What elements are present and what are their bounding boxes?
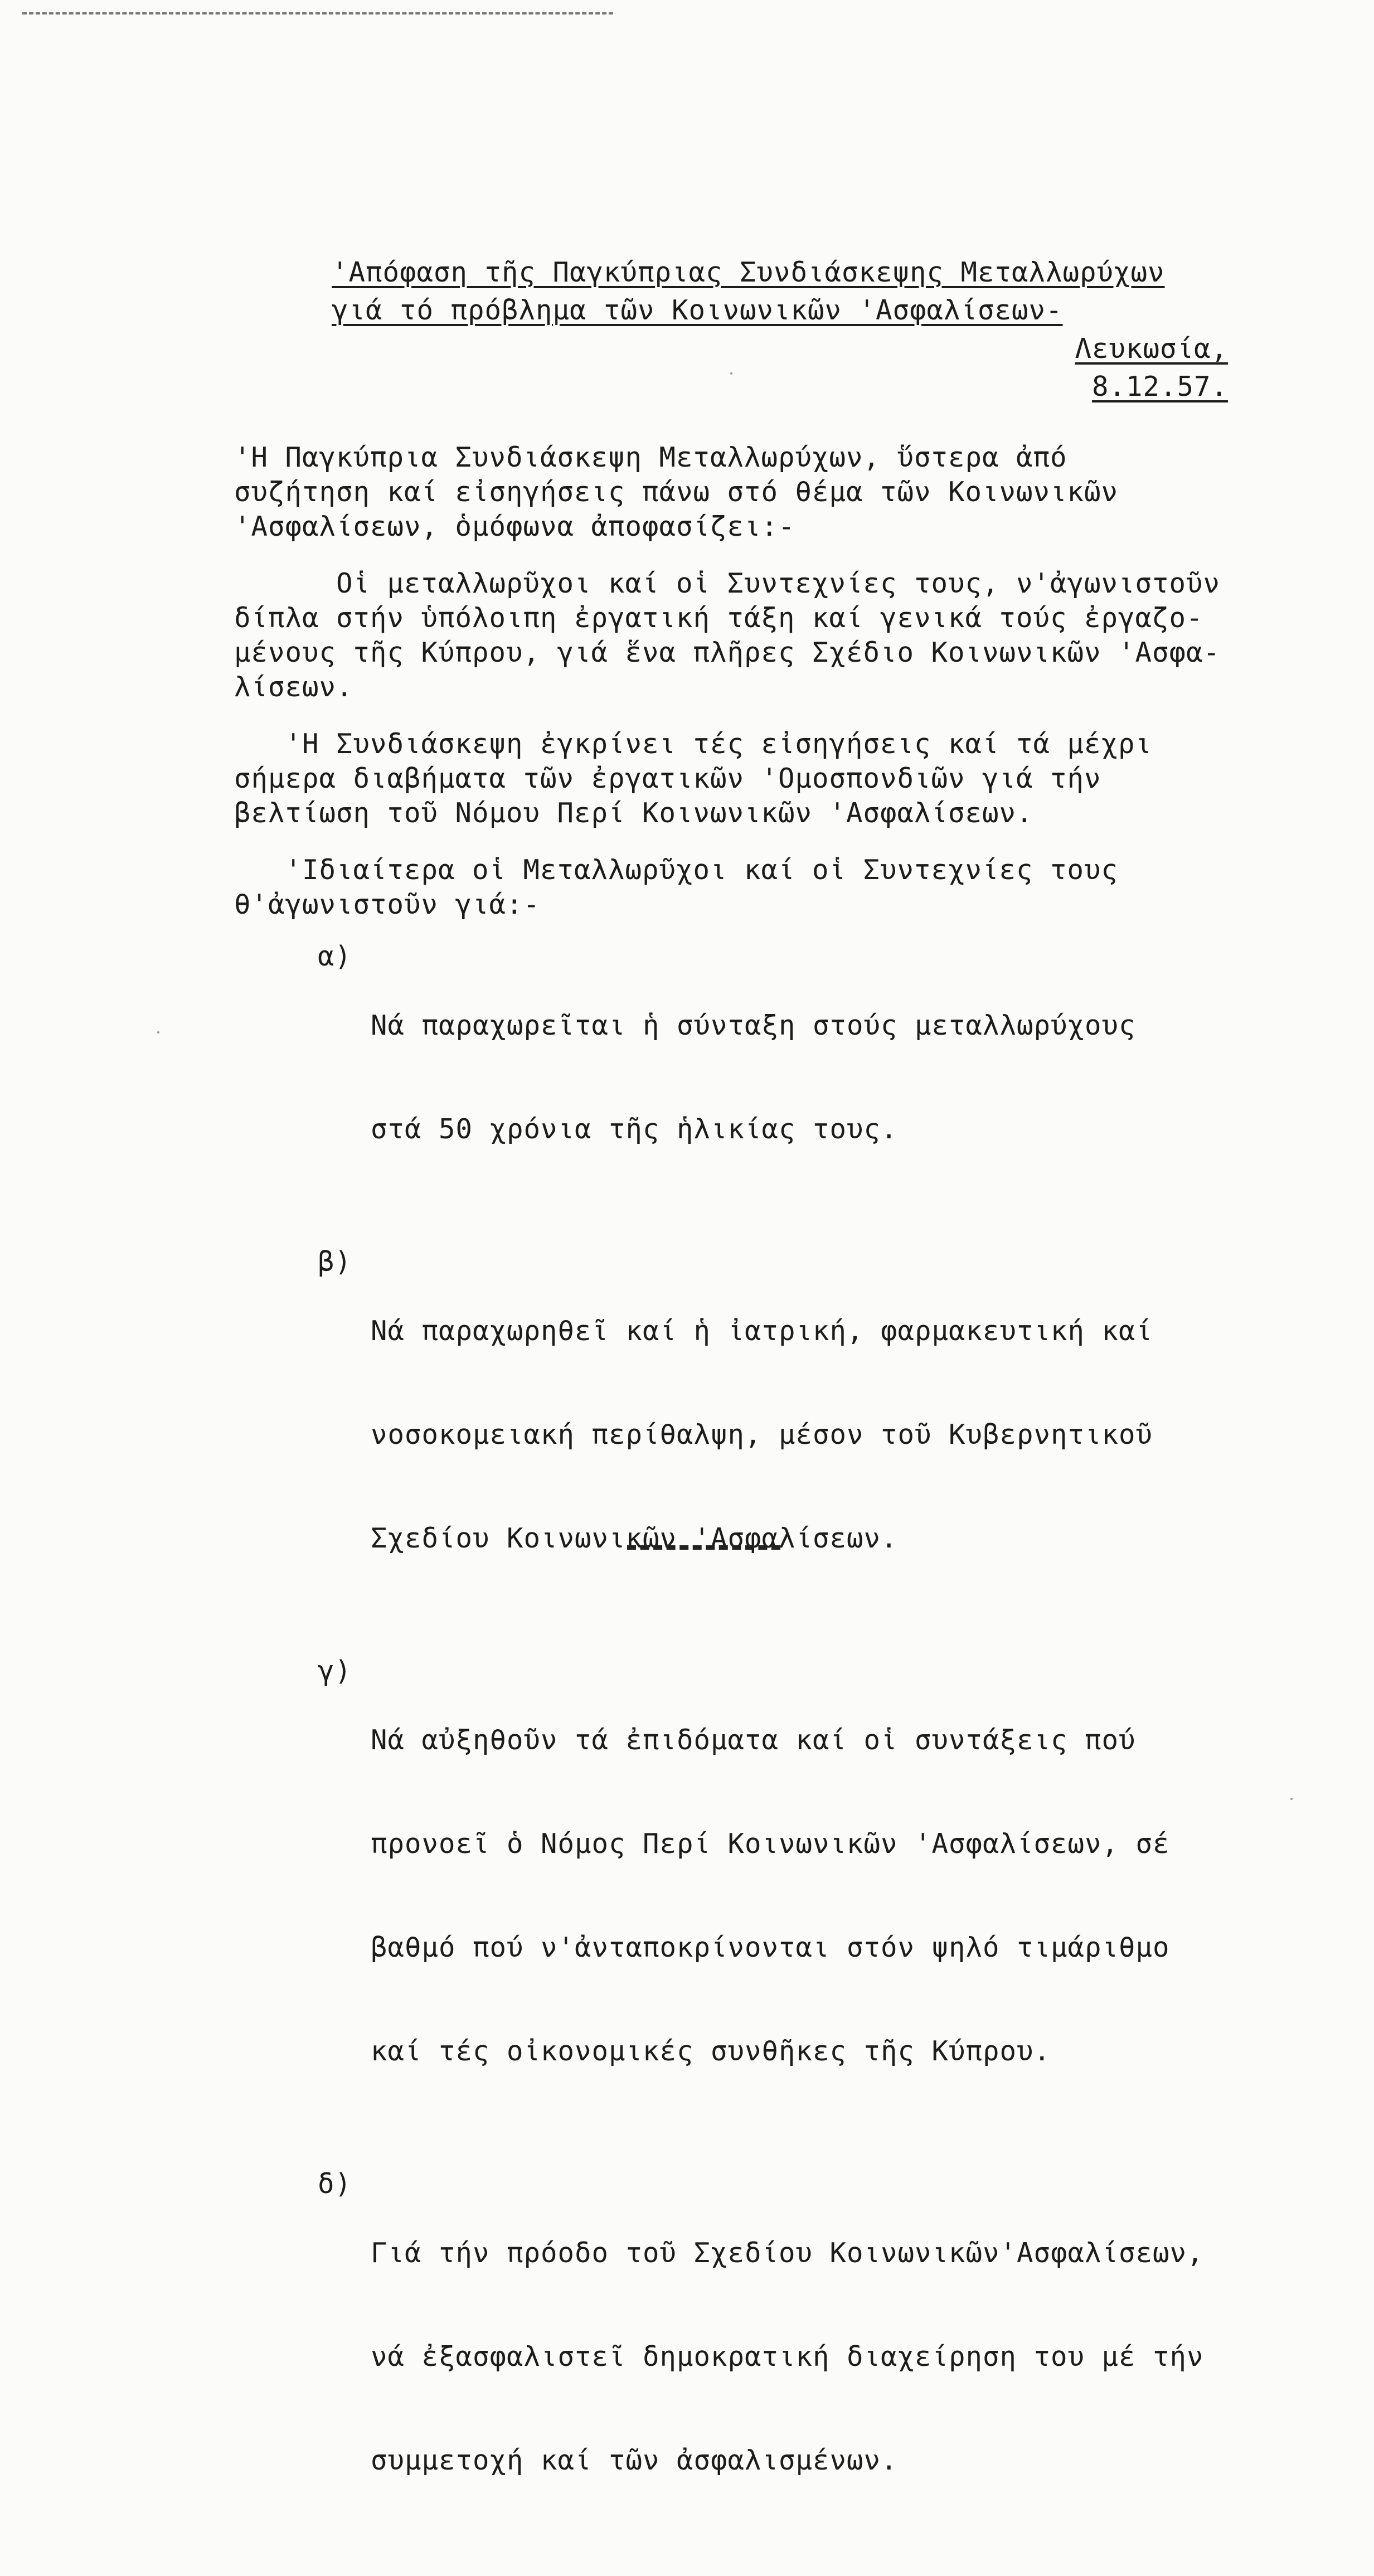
paragraph-line: Οἱ μεταλλωρῦχοι καί οἱ Συντεχνίες τους, ν'ἀγωνιστοῦν [234, 567, 1221, 599]
item-line: Νά παραχωρεῖται ἡ σύνταξη στούς μεταλλωρύχους [371, 1010, 1136, 1041]
intro-paragraph [234, 440, 1226, 544]
item-line: νά ἐξασφαλιστεῖ δημοκρατική διαχείρηση του μέ τήν [371, 2341, 1204, 2373]
document-body [234, 440, 1226, 944]
item-line: καί τές οἰκονομικές συνθῆκες τῆς Κύπρου. [371, 2035, 1051, 2067]
item-line: προνοεῖ ὁ Νόμος Περί Κοινωνικῶν 'Ασφαλίσεων, σέ [371, 1828, 1170, 1860]
paragraph-1 [234, 566, 1226, 705]
item-line: βαθμό πού ν'ἀνταποκρίνονται στόν ψηλό τιμάριθμο [371, 1932, 1170, 1963]
paragraph-2 [234, 727, 1226, 831]
list-item [318, 2167, 1221, 2547]
item-line: συμμετοχή καί τῶν ἀσφαλισμένων. [371, 2444, 898, 2476]
paragraph-line: δίπλα στήν ὑπόλοιπη ἐργατική τάξη καί γενικά τούς ἐργαζο- [234, 602, 1203, 634]
item-line: Γιά τήν πρόοδο τοῦ Σχεδίου Κοινωνικῶν'Ασφαλίσεων, [371, 2237, 1204, 2269]
list-item [318, 939, 1221, 1216]
list-item [318, 1654, 1221, 2138]
paragraph-line: λίσεων. [234, 671, 353, 703]
item-marker: γ) [318, 1655, 352, 1687]
heading-line-1: 'Απόφαση τῆς Παγκύπριας Συνδιάσκεψης Μεταλλωρύχων [332, 256, 1165, 288]
item-marker: α) [318, 940, 352, 972]
paragraph-line: θ'ἀγωνιστοῦν γιά:- [234, 889, 541, 920]
list-item [318, 1245, 1221, 1625]
paragraph-3 [234, 853, 1226, 922]
scan-speck [157, 1031, 159, 1034]
intro-line: 'Η Παγκύπρια Συνδιάσκεψη Μεταλλωρύχων, ὕστερα ἀπό [234, 442, 1067, 473]
end-rule-divider [627, 1545, 780, 1550]
paragraph-line: μένους τῆς Κύπρου, γιά ἕνα πλῆρες Σχέδιο Κοινωνικῶν 'Ασφα- [234, 637, 1221, 668]
place-date-block [1075, 330, 1228, 406]
scan-artifact-line [22, 12, 613, 14]
item-line: Νά αὐξηθοῦν τά ἐπιδόματα καί οἱ συντάξεις πού [371, 1724, 1136, 1756]
document-date: 8.12.57. [1091, 371, 1228, 402]
paragraph-line: σήμερα διαβήματα τῶν ἐργατικῶν 'Ομοσπονδιῶν γιά τήν [234, 763, 1101, 794]
paragraph-line: 'Η Συνδιάσκεψη ἐγκρίνει τές εἰσηγήσεις καί τά μέχρι [234, 728, 1153, 760]
place-name: Λευκωσία, [1075, 333, 1228, 365]
item-line: Σχεδίου Κοινωνικῶν 'Ασφαλίσεων. [371, 1522, 898, 1554]
item-line: Νά παραχωρηθεῖ καί ἡ ἰατρική, φαρμακευτική καί [371, 1315, 1153, 1347]
scan-speck [730, 372, 732, 375]
scan-speck [1290, 1798, 1293, 1800]
paragraph-line: 'Ιδιαίτερα οἱ Μεταλλωρῦχοι καί οἱ Συντεχνίες τους [234, 854, 1119, 886]
paragraph-line: βελτίωση τοῦ Νόμου Περί Κοινωνικῶν 'Ασφαλίσεων. [234, 797, 1033, 829]
document-heading [332, 254, 1168, 329]
demands-list [318, 939, 1221, 2576]
intro-line: 'Ασφαλίσεων, ὁμόφωνα ἀποφασίζει:- [234, 511, 795, 542]
item-marker: δ) [318, 2168, 352, 2200]
item-marker: β) [318, 1246, 352, 1278]
intro-line: συζήτηση καί εἰσηγήσεις πάνω στό θέμα τῶν Κοινωνικῶν [234, 476, 1119, 508]
heading-line-2: γιά τό πρόβλημα τῶν Κοινωνικῶν 'Ασφαλίσεων- [332, 294, 1063, 326]
item-line: στά 50 χρόνια τῆς ἡλικίας τους. [371, 1113, 898, 1145]
item-line: νοσοκομειακή περίθαλψη, μέσον τοῦ Κυβερνητικοῦ [371, 1419, 1153, 1450]
